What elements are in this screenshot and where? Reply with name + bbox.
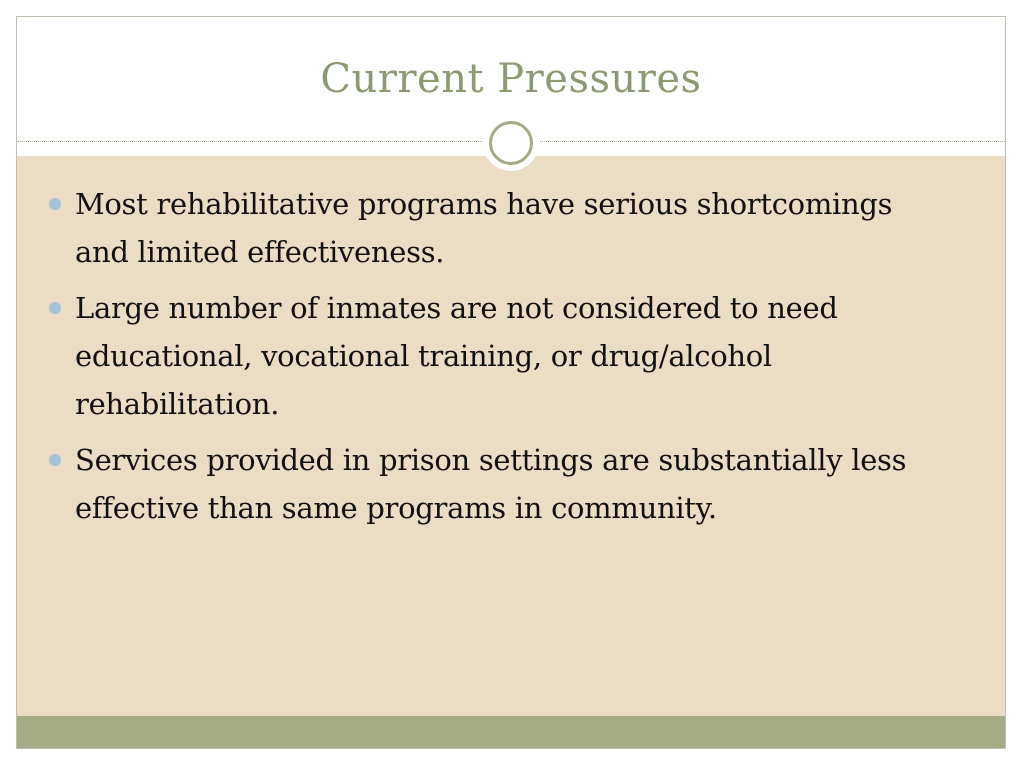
bullet-text-2: Large number of inmates are not considered to need educational, vocational training, or drug/alcohol rehabilitation.: [75, 291, 838, 421]
bullet-list: [47, 180, 947, 540]
bullet-item-1: [47, 180, 947, 276]
footer-band: [17, 716, 1005, 748]
bullet-dot-icon: [49, 454, 61, 466]
circle-ornament-icon: [483, 115, 539, 171]
bullet-text-3: Services provided in prison settings are substantially less effective than same programs in community.: [75, 443, 907, 525]
bullet-item-3: [47, 436, 947, 532]
bullet-dot-icon: [49, 302, 61, 314]
circle-ornament-ring: [489, 121, 533, 165]
bullet-item-2: [47, 284, 947, 428]
bullet-text-1: Most rehabilitative programs have serious shortcomings and limited effectiveness.: [75, 187, 893, 269]
bullet-dot-icon: [49, 198, 61, 210]
slide-title: Current Pressures: [320, 56, 702, 102]
slide: [16, 16, 1006, 749]
